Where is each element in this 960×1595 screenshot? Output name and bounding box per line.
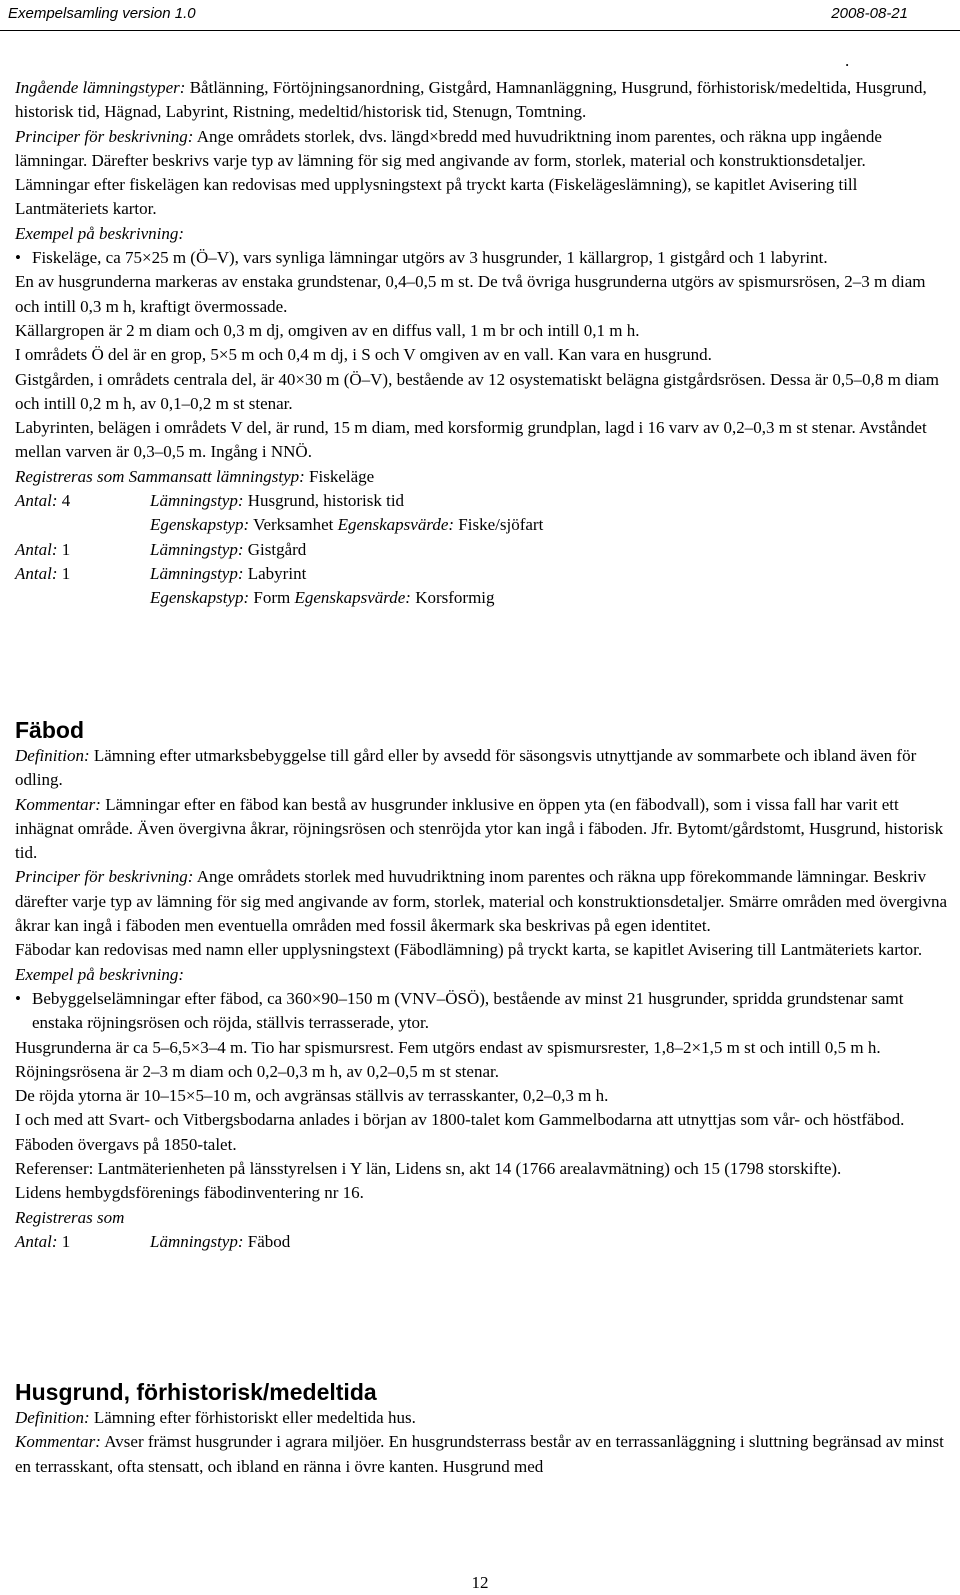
example-paragraph: Labyrinten, belägen i områdets V del, är rund, 15 m diam, med korsformig grundplan, lagd i 16 varv av 0,2–0,3 m st stenar. Avståndet mellan varven är 0,3–0,5 m. Ingång i NNÖ. [15, 418, 927, 462]
example-label [15, 222, 950, 246]
register-row [15, 562, 950, 586]
register-count: Antal: 4 [15, 491, 71, 511]
definition-paragraph: Definition: Lämning efter utmarksbebyggelse till gård eller by avsedd för säsongsvis utnyttjande av sommarbete och ibland även för odling. [15, 746, 917, 790]
register-type: Lämningstyp: Labyrint [150, 563, 307, 583]
header-date: 2008-08-21 [831, 5, 908, 22]
intro-paragraphs [15, 76, 950, 246]
header-document-title: Exempelsamling version 1.0 [8, 5, 196, 22]
register-count: Antal: 1 [15, 563, 71, 583]
register-type: Lämningstyp: Gistgård [150, 539, 307, 559]
italic-label: Antal: [15, 491, 58, 511]
italic-label: Definition: [15, 1408, 90, 1427]
example-bullet [15, 246, 950, 270]
section-heading-fabod: Fäbod [15, 717, 84, 743]
register-property: Egenskapstyp: Verksamhet Egenskapsvärde: Fiske/sjöfart [150, 515, 544, 535]
italic-label: Egenskapsvärde: [337, 515, 455, 535]
corner-mark: . [845, 51, 850, 70]
register-row [15, 538, 950, 562]
italic-label: Exempel på beskrivning: [15, 223, 184, 243]
references-paragraph: Lidens hembygdsförenings fäbodinventering nr 16. [15, 1183, 364, 1203]
example-paragraph: Källargropen är 2 m diam och 0,3 m dj, omgiven av en diffus vall, 1 m br och intill 0,1 m h. [15, 320, 640, 340]
page-header [0, 0, 960, 28]
principles-paragraph: Principer för beskrivning: Ange områdets storlek med huvudriktning inom parentes och räkna upp förekommande lämningar. Beskriv därefter varje typ av lämning för sig med angivande av form, storlek, material och konstruktionsdetaljer. Smärre områden med övergivna åkrar kan ingå i fäboden men eventuella områden med fossil åkermark ska beskrivas på egen identitet. [15, 867, 948, 936]
register-count: Antal: 1 [15, 1231, 71, 1251]
italic-label: Principer för beskrivning: [15, 867, 194, 887]
example-bullet [15, 987, 950, 1036]
register-line: Registreras som Sammansatt lämningstyp: Fiskeläge [15, 466, 375, 486]
italic-label: Kommentar: [15, 1432, 101, 1452]
register-count: Antal: 1 [15, 539, 71, 559]
italic-label: Egenskapstyp: [150, 515, 250, 535]
register-row [15, 489, 950, 513]
italic-label: Egenskapstyp: [150, 588, 250, 608]
example-bullet-text: Fiskeläge, ca 75×25 m (Ö–V), vars synliga lämningar utgörs av 3 husgrunder, 1 källargrop, 1 gistgård och 1 labyrint. [32, 248, 828, 268]
bullet-icon: • [15, 988, 21, 1008]
example-paragraph: I områdets Ö del är en grop, 5×5 m och 0,4 m dj, i S och V omgiven av en vall. Kan vara en husgrund. [15, 345, 712, 365]
fabod-section [15, 716, 950, 1254]
italic-label: Lämningstyp: [150, 1231, 244, 1251]
header-divider [0, 30, 960, 31]
example-paragraph: Röjningsrösena är 2–3 m diam och 0,2–0,3 m h, av 0,2–0,5 m st stenar. [15, 1061, 499, 1081]
register-row [15, 1230, 950, 1254]
example-paragraph: En av husgrunderna markeras av enstaka grundstenar, 0,4–0,5 m st. De två övriga husgrunderna utgörs av spismursrösen, 2–3 m diam och intill 0,3 m h, kraftigt övermossade. [15, 272, 926, 316]
example-paragraph: De röjda ytorna är 10–15×5–10 m, och avgränsas ställvis av terrasskanter, 0,2–0,3 m h. [15, 1086, 609, 1106]
map-note-paragraph: Fäbodar kan redovisas med namn eller upplysningstext (Fäbodlämning) på tryckt karta, se kapitlet Avisering till Lantmäteriets kartor. [15, 940, 923, 960]
register-row [15, 586, 950, 610]
section-heading-husgrund: Husgrund, förhistorisk/medeltida [15, 1379, 377, 1405]
register-type: Lämningstyp: Fäbod [150, 1231, 291, 1251]
register-type: Lämningstyp: Husgrund, historisk tid [150, 491, 405, 511]
principles-paragraph: Principer för beskrivning: Ange områdets storlek, dvs. längd×bredd med huvudriktning inom parentes, och räkna upp ingående lämningar. Därefter beskrivs varje typ av lämning för sig med angivande av form, storlek, material och konstruktionsdetaljer. [15, 126, 882, 170]
italic-label: Definition: [15, 746, 90, 765]
italic-label: Lämningstyp: [150, 539, 244, 559]
italic-label: Ingående lämningstyper: [15, 78, 186, 97]
italic-label: Antal: [15, 563, 58, 583]
husgrund-section [15, 1378, 950, 1479]
map-note-paragraph: Lämningar efter fiskelägen kan redovisas med upplysningstext på tryckt karta (Fiskelägeslämning), se kapitlet Avisering till Lantmäteriets kartor. [15, 175, 858, 219]
example-paragraph: Gistgården, i områdets centrala del, är 40×30 m (Ö–V), bestående av 12 osystematiskt belägna gistgårdsrösen. Dessa är 0,5–0,8 m diam och intill 0,2 m h, av 0,1–0,2 m st stenar. [15, 369, 940, 413]
example-label [15, 963, 950, 987]
italic-label: Lämningstyp: [150, 491, 244, 511]
fiskelage-section [15, 76, 950, 611]
italic-label: Antal: [15, 1231, 58, 1251]
example-bullet-text: Bebyggelselämningar efter fäbod, ca 360×90–150 m (VNV–ÖSÖ), bestående av minst 21 husgrunder, spridda grundstenar samt enstaka röjningsrösen och röjda, ställvis terrasserade, ytor. [32, 988, 904, 1033]
register-row [15, 513, 950, 537]
included-types-paragraph: Ingående lämningstyper: Båtlänning, Förtöjningsanordning, Gistgård, Hamnanläggning, Husgrund, förhistorisk/medeltida, Husgrund, historisk tid, Hägnad, Labyrint, Ristning, medeltid/historisk tid, Stenugn, Tomtning. [15, 78, 927, 122]
example-paragraph: I och med att Svart- och Vitbergsbodarna anlades i början av 1800-talet kom Gammelbodarna att utnyttjas som vår- och höstfäbod. Fäboden övergavs på 1850-talet. [15, 1110, 905, 1154]
italic-label: Egenskapsvärde: [294, 588, 411, 608]
references-paragraph: Referenser: Lantmäterienheten på länsstyrelsen i Y län, Lidens sn, akt 14 (1766 arealavmätning) och 15 (1798 storskifte). [15, 1159, 842, 1179]
italic-label: Principer för beskrivning: [15, 126, 194, 146]
italic-label: Registreras som Sammansatt lämningstyp: [15, 466, 305, 486]
italic-label: Exempel på beskrivning: [15, 964, 184, 984]
example-paragraph: Husgrunderna är ca 5–6,5×3–4 m. Tio har spismursrest. Fem utgörs endast av spismursrester, 1,8–2×1,5 m st och intill 0,5 m h. [15, 1037, 881, 1057]
register-line: Registreras som [15, 1207, 125, 1227]
comment-paragraph: Kommentar: Avser främst husgrunder i agrara miljöer. En husgrundsterrass består av en terrassanläggning i sluttning begränsad av minst en terrasskant, ofta stensatt, och ibland en ränna i övre kanten. Husgrund med [15, 1432, 944, 1476]
italic-label: Kommentar: [15, 794, 101, 814]
register-property: Egenskapstyp: Form Egenskapsvärde: Korsformig [150, 588, 495, 608]
italic-label: Antal: [15, 539, 58, 559]
italic-label: Lämningstyp: [150, 563, 244, 583]
comment-paragraph: Kommentar: Lämningar efter en fäbod kan bestå av husgrunder inklusive en öppen yta (en fäbodvall), som i vissa fall har varit ett inhägnat område. Även övergivna åkrar, röjningsrösen och stenröjda ytor kan ingå i fäboden. Jfr. Bytomt/gårdstomt, Husgrund, historisk tid. [15, 794, 944, 863]
definition-paragraph: Definition: Lämning efter förhistoriskt eller medeltida hus. [15, 1408, 416, 1427]
page-number: 12 [471, 1573, 489, 1592]
bullet-icon: • [15, 248, 21, 268]
